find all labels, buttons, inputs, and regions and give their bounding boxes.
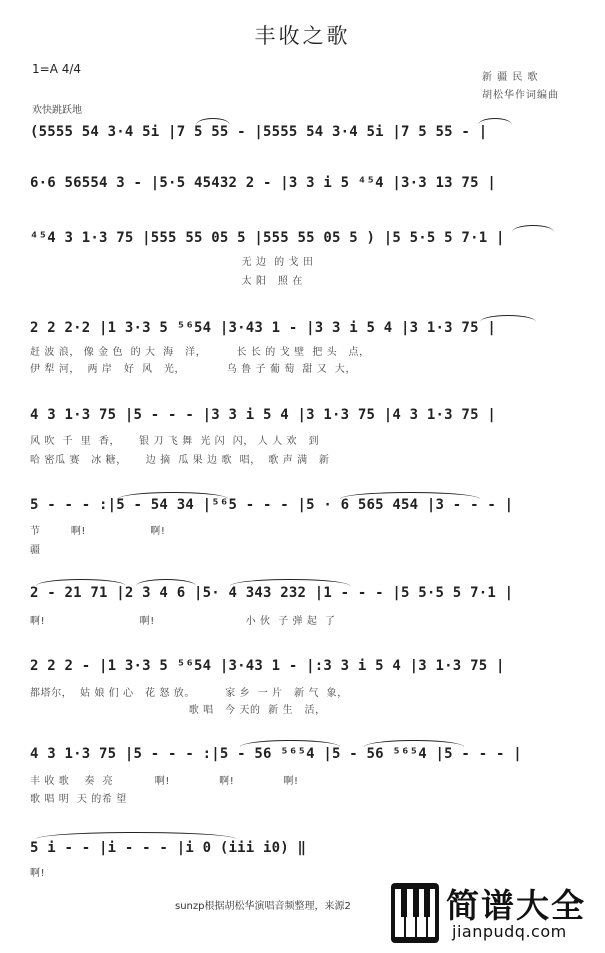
- lyric-line: 都塔尔， 姑 娘 们 心 花 怒 放。 家 乡 一 片 新 气 象，: [30, 688, 348, 699]
- lyric-line: 丰 收 歌 奏 亮 啊! 啊! 啊!: [30, 776, 299, 787]
- lyric-line: 节 啊! 啊!: [30, 526, 166, 537]
- score-row-4: 2 2 2·2 |1 3·3 5 ⁵⁶54 |3·43 1 - |3 3 i 5 4 |3 1·3 75 |: [30, 320, 496, 336]
- tie-mark: [136, 579, 196, 586]
- piano-keys-icon: [391, 883, 439, 943]
- lyric-line: 太 阳 照 在: [30, 276, 303, 287]
- lyric-line: 疆: [30, 545, 41, 556]
- lyric-line: 伊 犁 河， 两 岸 好 风 光， 乌 鲁 子 葡 萄 甜 又 大，: [30, 364, 357, 375]
- lyric-line: 无 边 的 戈 田: [30, 257, 314, 268]
- score-row-3: ⁴⁵4 3 1·3 75 |555 55 05 5 |555 55 05 5 ) |5 5·5 5 7·1 |: [30, 230, 505, 246]
- tie-mark: [340, 492, 480, 499]
- key-signature: 1=A 4/4: [32, 62, 82, 76]
- transcription-note: sunzp根据胡松华演唱音频整理，来源2: [175, 901, 351, 912]
- arranger-credit: 胡松华作词编曲: [482, 90, 559, 101]
- score-row-10: 5 i - - |i - - - |i 0 (iii i0) ‖: [30, 840, 307, 856]
- tie-mark: [240, 740, 340, 747]
- tie-mark: [36, 579, 126, 586]
- lyric-line: 赶 波 浪， 像 金 色 的 大 海 洋， 长 长 的 戈 壁 把 头 点，: [30, 347, 370, 358]
- lyric-line: 歌 唱 明 天 的希 望: [30, 794, 127, 805]
- score-row-7: 2 - 21 71 |2 3 4 6 |5· 4 343 232 |1 - - - |5 5·5 5 7·1 |: [30, 585, 514, 601]
- lyric-line: 歌 唱 今 天的 新 生 活，: [30, 705, 326, 716]
- score-row-8: 2 2 2 - |1 3·3 5 ⁵⁶54 |3·43 1 - |:3 3 i 5 4 |3 1·3 75 |: [30, 658, 505, 674]
- lyric-line: 啊! 啊! 小 伙 子 弹 起 了: [30, 616, 336, 627]
- score-row-5: 4 3 1·3 75 |5 - - - |3 3 i 5 4 |3 1·3 75 |4 3 1·3 75 |: [30, 407, 496, 423]
- tie-mark: [364, 740, 464, 747]
- score-row-9: 4 3 1·3 75 |5 - - - :|5 - 56 ⁵⁶⁵4 |5 - 56 ⁵⁶⁵4 |5 - - - |: [30, 746, 522, 762]
- tie-mark: [478, 118, 512, 125]
- tempo-marking: 欢快跳跃地: [32, 105, 82, 116]
- page-title: 丰收之歌: [254, 24, 351, 48]
- tie-mark: [118, 492, 228, 499]
- lyric-line: 风 吹 千 里 香， 银 刀 飞 舞 光 闪 闪， 人 人 欢 到: [30, 436, 320, 447]
- lyric-line: 哈 密瓜 赛 冰 糖， 边 摘 瓜 果 边 歌 唱， 歌 声 满 新: [30, 455, 330, 466]
- score-row-6: 5 - - - :|5 - 54 34 |⁵⁶5 - - - |5 · 6 565 454 |3 - - - |: [30, 497, 514, 513]
- site-url: jianpudq.com: [452, 922, 567, 941]
- lyric-line: 啊!: [30, 868, 46, 879]
- score-row-1: (5555 54 3·4 5i |7 5 55 - |5555 54 3·4 5i |7 5 55 - |: [30, 124, 488, 140]
- tie-mark: [230, 579, 350, 586]
- tie-mark: [480, 315, 536, 322]
- score-row-2: 6·6 56554 3 - |5·5 45432 2 - |3 3 i 5 ⁴⁵4 |3·3 13 75 |: [30, 175, 496, 191]
- tie-mark: [36, 832, 236, 839]
- tie-mark: [196, 118, 230, 125]
- site-logo-text: 简谱大全: [446, 886, 586, 925]
- tie-mark: [512, 225, 554, 232]
- song-origin: 新 疆 民 歌: [482, 72, 539, 83]
